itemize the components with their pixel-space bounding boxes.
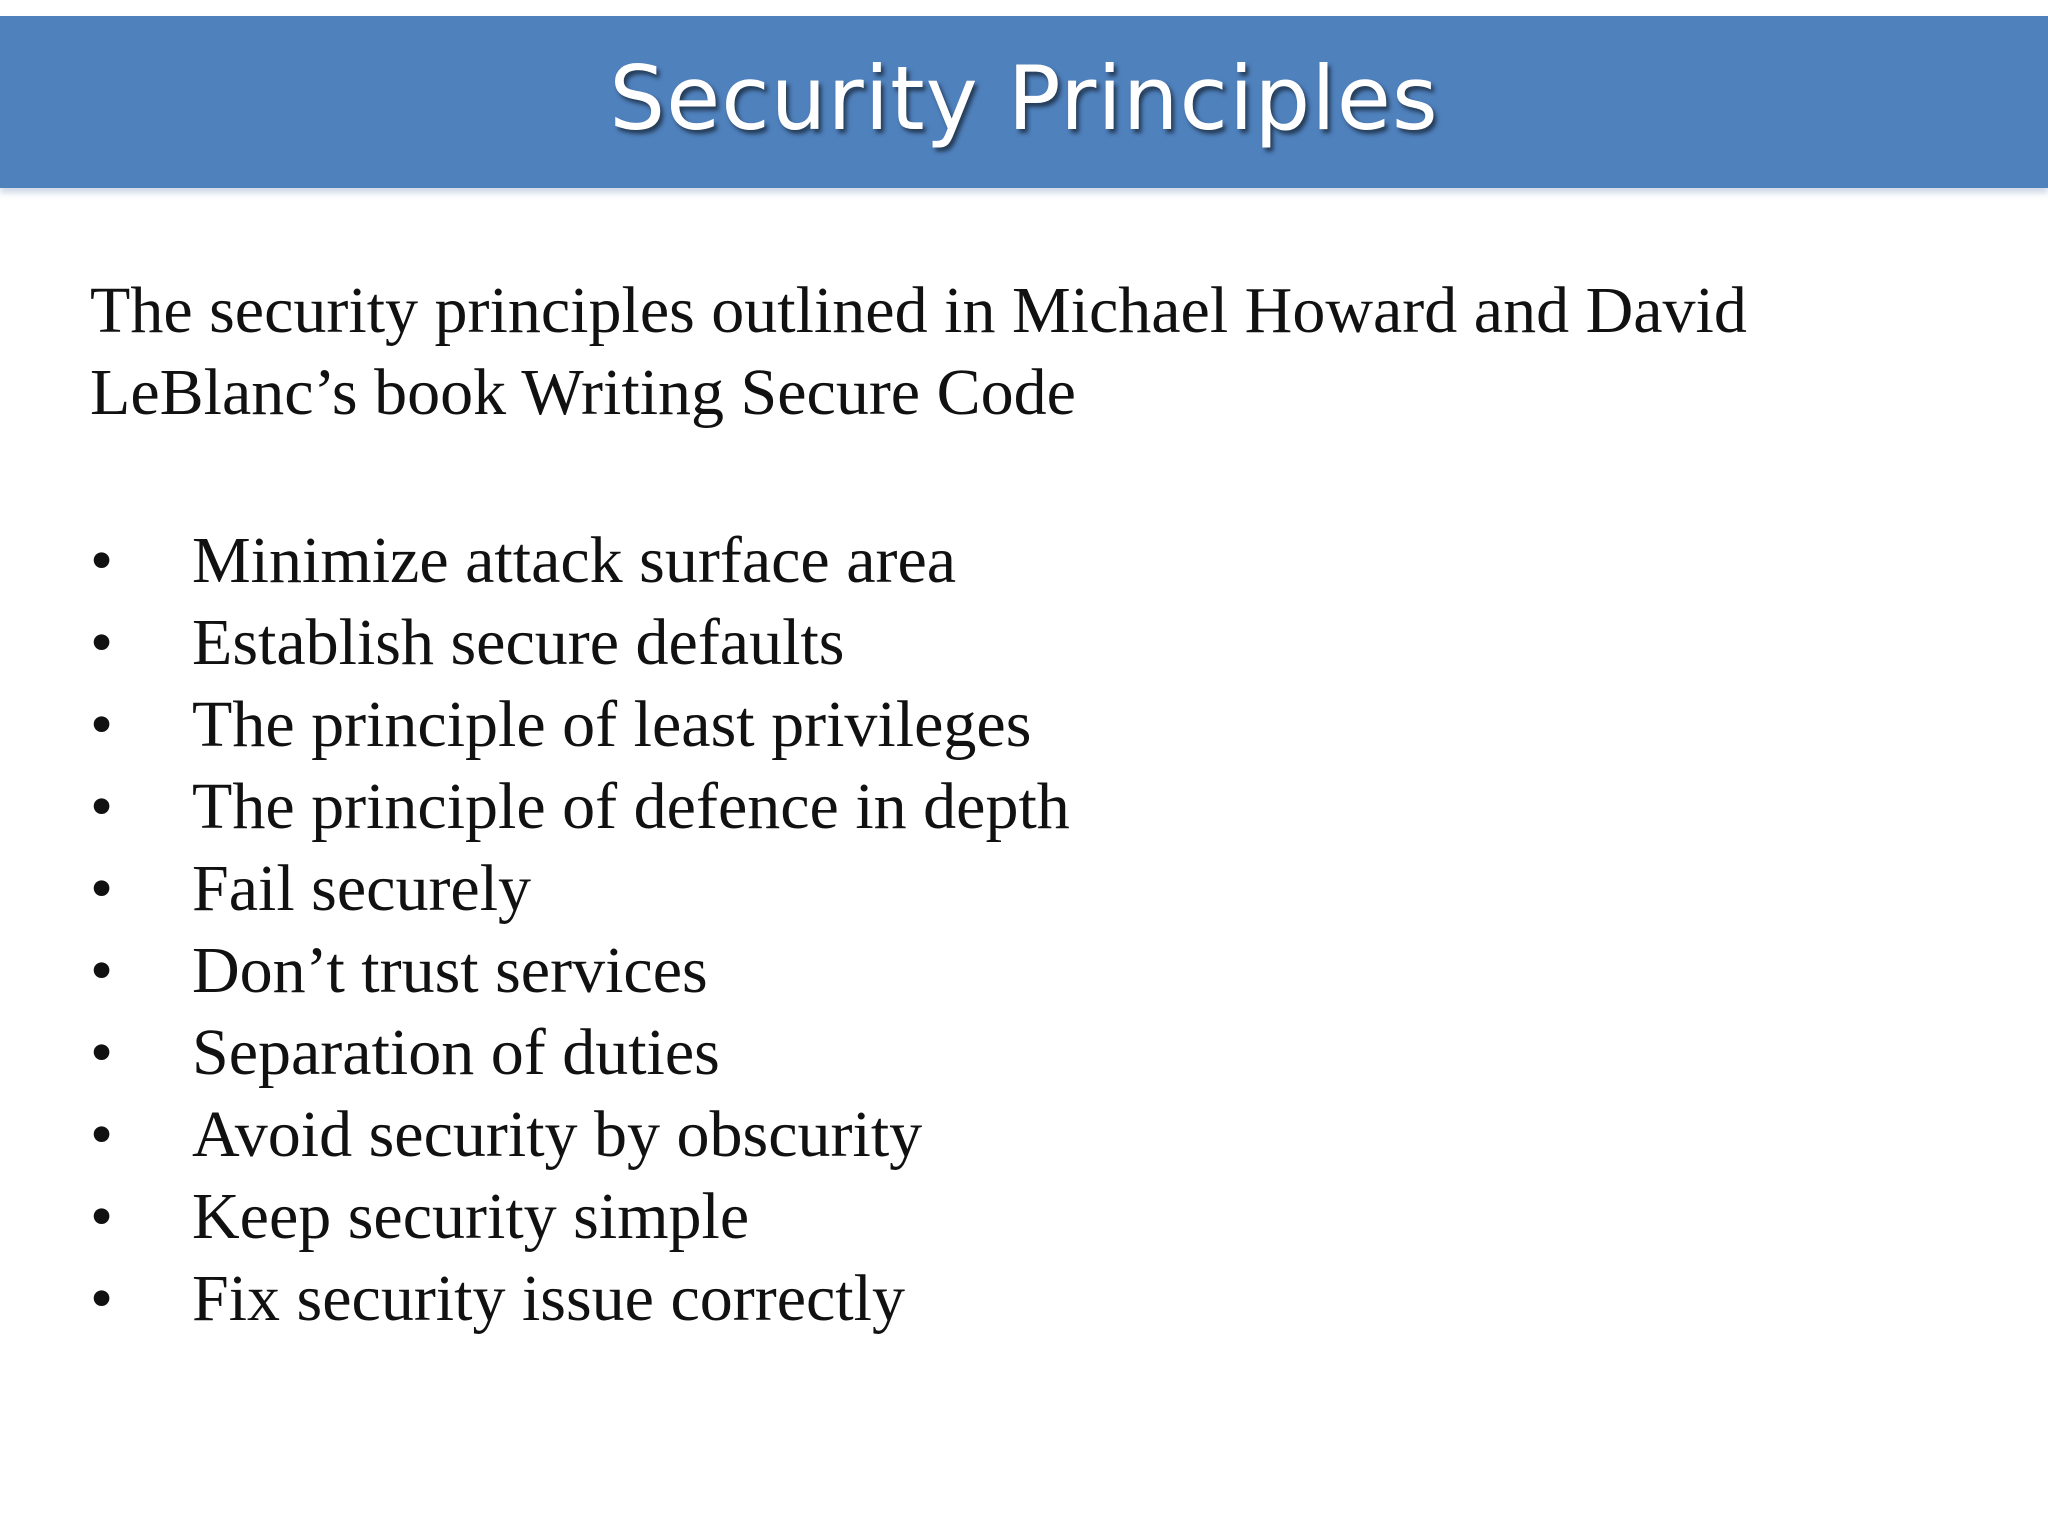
- list-item-text: Fail securely: [192, 852, 532, 925]
- title-bar: [0, 16, 2048, 188]
- bullet-icon: •: [90, 770, 114, 843]
- principles-list: [90, 520, 1070, 1340]
- list-item: [90, 602, 1070, 684]
- list-item-text: Minimize attack surface area: [192, 524, 957, 597]
- list-item-text: Avoid security by obscurity: [192, 1098, 923, 1171]
- intro-paragraph: The security principles outlined in Michael Howard and David LeBlanc’s book Writing Secure Code: [90, 274, 1747, 429]
- bullet-icon: •: [90, 524, 114, 597]
- bullet-icon: •: [90, 606, 114, 679]
- bullet-icon: •: [90, 852, 114, 925]
- list-item-text: Establish secure defaults: [192, 606, 845, 679]
- list-item: [90, 1012, 1070, 1094]
- slide-title: Security Principles: [609, 46, 1439, 150]
- list-item-text: The principle of least privileges: [192, 688, 1032, 761]
- list-item: [90, 930, 1070, 1012]
- list-item-text: The principle of defence in depth: [192, 770, 1070, 843]
- list-item: [90, 1094, 1070, 1176]
- list-item: [90, 766, 1070, 848]
- list-item: [90, 520, 1070, 602]
- list-item: [90, 684, 1070, 766]
- bullet-icon: •: [90, 934, 114, 1007]
- bullet-icon: •: [90, 1098, 114, 1171]
- bullet-icon: •: [90, 1262, 114, 1335]
- bullet-icon: •: [90, 1016, 114, 1089]
- list-item: [90, 1176, 1070, 1258]
- list-item: [90, 1258, 1070, 1340]
- list-item-text: Keep security simple: [192, 1180, 750, 1253]
- list-item-text: Separation of duties: [192, 1016, 720, 1089]
- list-item-text: Fix security issue correctly: [192, 1262, 905, 1335]
- bullet-icon: •: [90, 1180, 114, 1253]
- list-item-text: Don’t trust services: [192, 934, 708, 1007]
- list-item: [90, 848, 1070, 930]
- bullet-icon: •: [90, 688, 114, 761]
